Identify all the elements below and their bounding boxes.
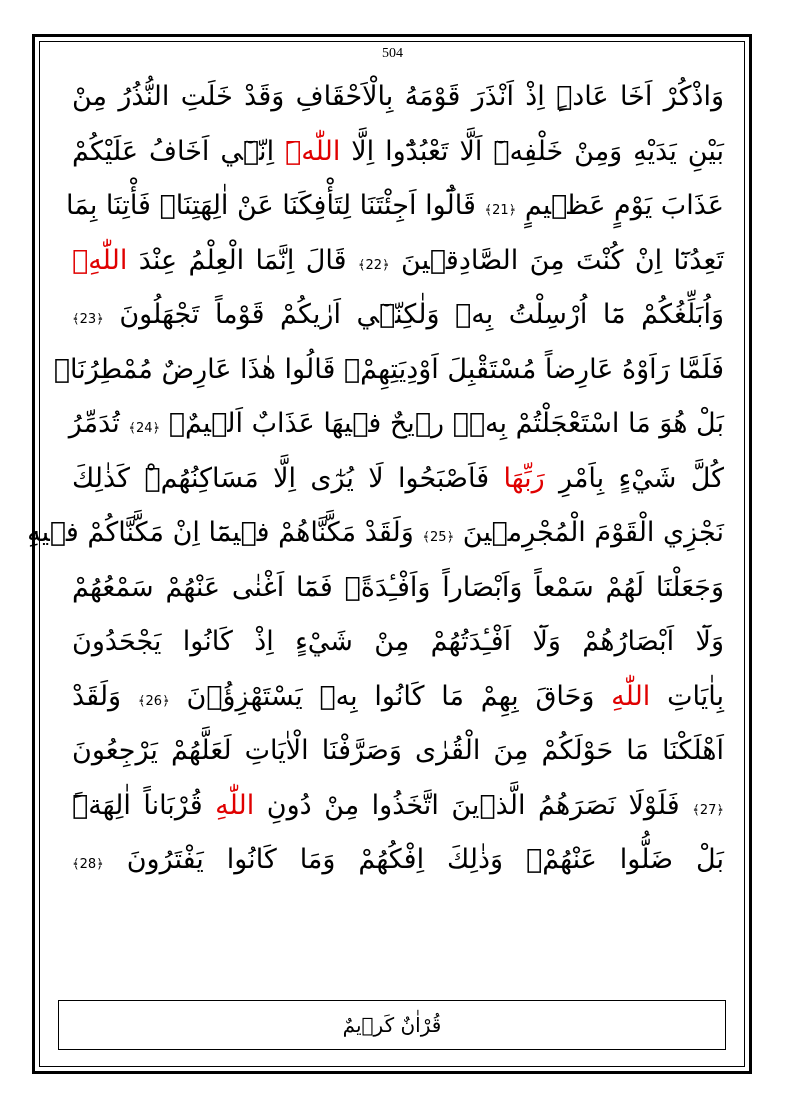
text-run: نَجْزِي الْقَوْمَ الْمُجْرِم۪ينَ [454,517,724,548]
text-run: بَلْ ضَلُّوا عَنْهُمْۚ وَذٰلِكَ اِفْكُهُمْ وَمَا كَانُوا يَفْتَرُونَ [103,844,724,875]
ayah-number-marker: ﴿27﴾ [692,802,724,818]
text-line-3 [66,179,724,234]
text-run: بَيْنِ يَدَيْهِ وَمِنْ خَلْفِه۪ٓ اَلَّا تَعْبُدُٓوا اِلَّا [340,135,724,167]
text-run: قَالُٓوا اَجِئْتَنَا لِتَأْفِكَنَا عَنْ اٰلِهَتِنَاۚ فَأْتِنَا بِمَا [66,190,485,221]
text-run: بَلْ هُوَ مَا اسْتَعْجَلْتُمْ بِه۪ۜ ر۪يحٌ ف۪يهَا عَذَابٌ اَل۪يمٌۙ [160,408,724,439]
page-number: 504 [382,46,403,61]
text-line-9 [27,506,724,561]
footer-caption-box [58,1000,726,1050]
text-run: وَلَقَدْ مَكَّنَّاهُمْ ف۪يمَٓا اِنْ مَكَّنَّاكُمْ ف۪يهِ [27,517,423,548]
text-run: اَهْلَكْنَا مَا حَوْلَكُمْ مِنَ الْقُرٰى وَصَرَّفْنَا الْاٰيَاتِ لَعَلَّهُمْ يَرْجِعُونَ [72,735,724,766]
text-run: ۜ اِنّ۪ٓي اَخَافُ عَلَيْكُمْ [72,135,285,167]
ayah-number-marker: ﴿22﴾ [357,257,390,273]
text-line-7 [68,397,724,452]
text-line-12 [72,670,724,725]
text-run: وَحَاقَ بِهِمْ مَا كَانُوا بِه۪ يَسْتَهْزِؤُ۫نَ [169,680,612,712]
quran-text-block [27,70,725,888]
text-run: عَذَابَ يَوْمٍ عَظ۪يمٍ [516,190,724,221]
text-run: فَلَوْلَا نَصَرَهُمُ الَّذ۪ينَ اتَّخَذُوا مِنْ دُونِ [254,789,693,821]
footer-caption: قُرْاٰنٌ كَر۪يمٌ [342,1013,442,1037]
divine-name-word: اللّٰهِ [611,680,651,712]
text-run: وَلَٓا اَبْصَارُهُمْ وَلَٓا اَفْـِٔدَتُهُمْ مِنْ شَيْءٍ اِذْ كَانُوا يَجْحَدُونَ [72,626,724,657]
text-run: فَاَصْبَحُوا لَا يُرٰٓى اِلَّا مَسَاكِنُهُمْۜ كَذٰلِكَ [72,462,504,494]
text-line-6 [53,343,724,398]
text-line-8 [72,452,724,507]
text-line-4 [72,234,724,289]
ayah-number-marker: ﴿23﴾ [72,312,104,327]
text-line-14 [72,779,724,834]
text-run: وَجَعَلْنَا لَهُمْ سَمْعاً وَاَبْصَاراً وَاَفْـِٔدَةًۘ فَمَٓا اَغْنٰى عَنْهُمْ سَمْعُهُمْ [72,571,724,603]
text-run: كُلَّ شَيْءٍ بِاَمْرِ [544,462,724,494]
text-run: فَلَمَّا رَاَوْهُ عَارِضاً مُسْتَقْبِلَ اَوْدِيَتِهِمْۙ قَالُوا هٰذَا عَارِضٌ مُمْطِرُنَاۜ [53,353,724,385]
ayah-number-marker: ﴿26﴾ [137,693,170,709]
divine-name-word: اللّٰهِ [215,789,255,821]
divine-name-word: رَبِّهَا [503,462,545,494]
text-line-2 [72,125,724,180]
text-line-10 [72,561,724,616]
text-line-5 [72,288,724,343]
ayah-number-marker: ﴿21﴾ [484,203,517,218]
divine-name-word: اللّٰهَ [285,135,341,167]
text-run: تُدَمِّرُ [68,408,129,439]
text-run: وَلَقَدْ [72,680,138,712]
text-run: تَعِدُنَٓا اِنْ كُنْتَ مِنَ الصَّادِق۪ينَ [389,244,724,276]
text-line-1 [72,70,724,125]
text-run: وَاذْكُرْ اَخَا عَادٍۜ اِذْ اَنْذَرَ قَوْمَهُ بِالْاَحْقَافِ وَقَدْ خَلَتِ النُّذُرُ مِنْ [72,81,724,112]
ayah-number-marker: ﴿25﴾ [422,530,455,545]
divine-name-word: اللّٰهِ [72,244,128,276]
text-run: بِاٰيَاتِ [650,680,725,712]
ayah-number-marker: ﴿24﴾ [128,421,161,436]
text-run: وَاُبَلِّغُكُمْ مَٓا اُرْسِلْتُ بِه۪ وَلٰكِنّ۪ٓي اَرٰيكُمْ قَوْماً تَجْهَلُونَ [103,299,724,330]
text-run: قُرْبَاناً اٰلِهَةًۜ [72,789,216,821]
text-line-13 [72,724,724,779]
ayah-number-marker: ﴿28﴾ [72,857,104,872]
text-line-11 [72,615,724,670]
text-run: قَالَ اِنَّمَا الْعِلْمُ عِنْدَ [127,244,358,276]
text-line-15 [72,833,724,888]
